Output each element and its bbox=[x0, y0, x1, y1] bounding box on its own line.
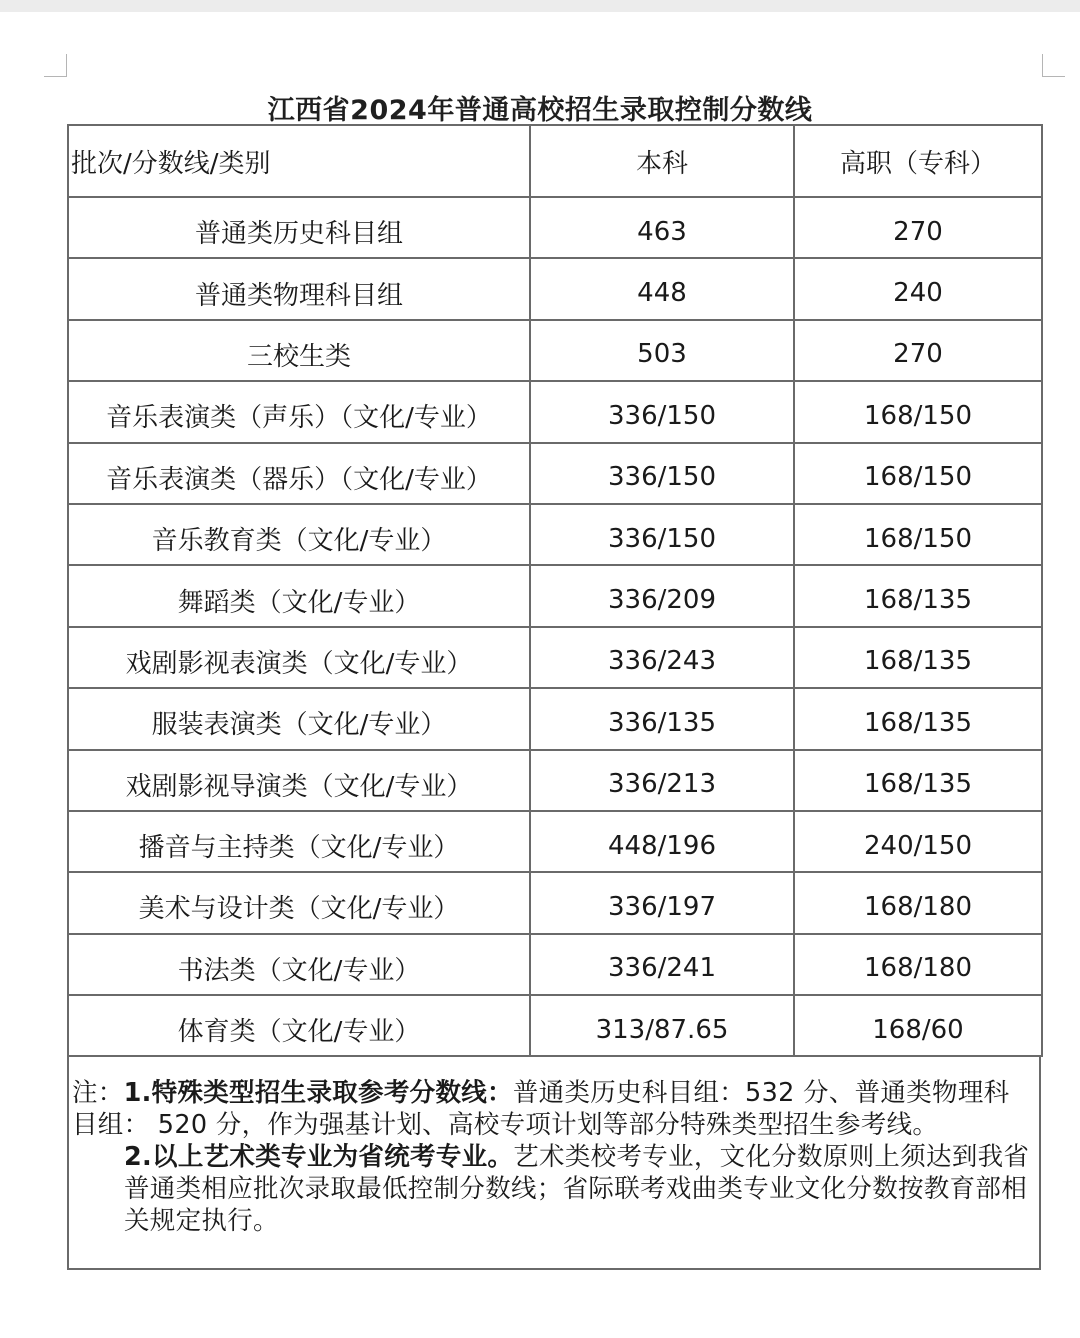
note-2 bbox=[72, 1141, 1035, 1237]
table-row bbox=[68, 258, 1042, 319]
cell-category: 美术与设计类（文化/专业） bbox=[68, 872, 530, 933]
page-corner-mark-right bbox=[1042, 54, 1065, 77]
header-undergraduate: 本科 bbox=[530, 125, 794, 197]
cell-category: 播音与主持类（文化/专业） bbox=[68, 811, 530, 872]
cell-category: 三校生类 bbox=[68, 320, 530, 381]
cell-vocational: 168/135 bbox=[794, 627, 1042, 688]
table-row bbox=[68, 504, 1042, 565]
cell-vocational: 270 bbox=[794, 320, 1042, 381]
page-title: 江西省2024年普通高校招生录取控制分数线 bbox=[267, 95, 813, 126]
notes-section bbox=[67, 1057, 1041, 1270]
cell-vocational: 240 bbox=[794, 258, 1042, 319]
table-row bbox=[68, 565, 1042, 626]
cell-vocational: 240/150 bbox=[794, 811, 1042, 872]
cell-vocational: 168/60 bbox=[794, 995, 1042, 1056]
cell-vocational: 168/150 bbox=[794, 443, 1042, 504]
note-2-heading: 2.以上艺术类专业为省统考专业。 bbox=[124, 1142, 514, 1172]
note-2-text: 艺术类校考专业，文化分数原则上须达到我省普通类相应批次录取最低控制分数线；省际联考戏曲类专业文化分数按教育部相关规定执行。 bbox=[124, 1142, 1030, 1236]
cell-undergraduate: 336/150 bbox=[530, 504, 794, 565]
table-row bbox=[68, 197, 1042, 258]
page-corner-mark-left bbox=[44, 54, 67, 77]
cell-undergraduate: 336/209 bbox=[530, 565, 794, 626]
table-row bbox=[68, 872, 1042, 933]
cell-vocational: 168/135 bbox=[794, 750, 1042, 811]
cell-undergraduate: 503 bbox=[530, 320, 794, 381]
cell-vocational: 168/135 bbox=[794, 688, 1042, 749]
cell-category: 戏剧影视表演类（文化/专业） bbox=[68, 627, 530, 688]
table-row bbox=[68, 995, 1042, 1056]
note-prefix: 注： bbox=[72, 1078, 124, 1108]
cell-category: 音乐表演类（器乐）（文化/专业） bbox=[68, 443, 530, 504]
header-category: 批次/分数线/类别 bbox=[68, 125, 530, 197]
cell-undergraduate: 336/243 bbox=[530, 627, 794, 688]
cell-category: 戏剧影视导演类（文化/专业） bbox=[68, 750, 530, 811]
viewer-top-strip bbox=[0, 0, 1080, 12]
table-header-row bbox=[68, 125, 1042, 197]
table-row bbox=[68, 320, 1042, 381]
cell-undergraduate: 336/135 bbox=[530, 688, 794, 749]
cell-undergraduate: 336/213 bbox=[530, 750, 794, 811]
cell-category: 普通类历史科目组 bbox=[68, 197, 530, 258]
cell-vocational: 168/135 bbox=[794, 565, 1042, 626]
cell-category: 书法类（文化/专业） bbox=[68, 934, 530, 995]
table-row bbox=[68, 381, 1042, 442]
note-1-text: 普通类历史科目组：532 分、普通类物理科目组： 520 分，作为强基计划、高校专项计划等部分特殊类型招生参考线。 bbox=[72, 1078, 1010, 1140]
cell-category: 服装表演类（文化/专业） bbox=[68, 688, 530, 749]
note-1 bbox=[72, 1077, 1035, 1141]
table-row bbox=[68, 443, 1042, 504]
table-body bbox=[68, 197, 1042, 1056]
table-row bbox=[68, 688, 1042, 749]
table-row bbox=[68, 934, 1042, 995]
cell-category: 舞蹈类（文化/专业） bbox=[68, 565, 530, 626]
cell-vocational: 168/150 bbox=[794, 381, 1042, 442]
score-table bbox=[67, 124, 1043, 1057]
cell-undergraduate: 463 bbox=[530, 197, 794, 258]
cell-vocational: 270 bbox=[794, 197, 1042, 258]
cell-vocational: 168/150 bbox=[794, 504, 1042, 565]
cell-undergraduate: 336/150 bbox=[530, 381, 794, 442]
cell-undergraduate: 313/87.65 bbox=[530, 995, 794, 1056]
table-row bbox=[68, 811, 1042, 872]
note-1-heading: 1.特殊类型招生录取参考分数线： bbox=[123, 1078, 513, 1108]
cell-undergraduate: 448/196 bbox=[530, 811, 794, 872]
cell-category: 普通类物理科目组 bbox=[68, 258, 530, 319]
cell-undergraduate: 336/241 bbox=[530, 934, 794, 995]
header-vocational: 高职（专科） bbox=[794, 125, 1042, 197]
cell-category: 音乐表演类（声乐）（文化/专业） bbox=[68, 381, 530, 442]
table-row bbox=[68, 750, 1042, 811]
cell-undergraduate: 448 bbox=[530, 258, 794, 319]
cell-undergraduate: 336/150 bbox=[530, 443, 794, 504]
cell-undergraduate: 336/197 bbox=[530, 872, 794, 933]
cell-vocational: 168/180 bbox=[794, 934, 1042, 995]
cell-vocational: 168/180 bbox=[794, 872, 1042, 933]
cell-category: 体育类（文化/专业） bbox=[68, 995, 530, 1056]
table-row bbox=[68, 627, 1042, 688]
cell-category: 音乐教育类（文化/专业） bbox=[68, 504, 530, 565]
